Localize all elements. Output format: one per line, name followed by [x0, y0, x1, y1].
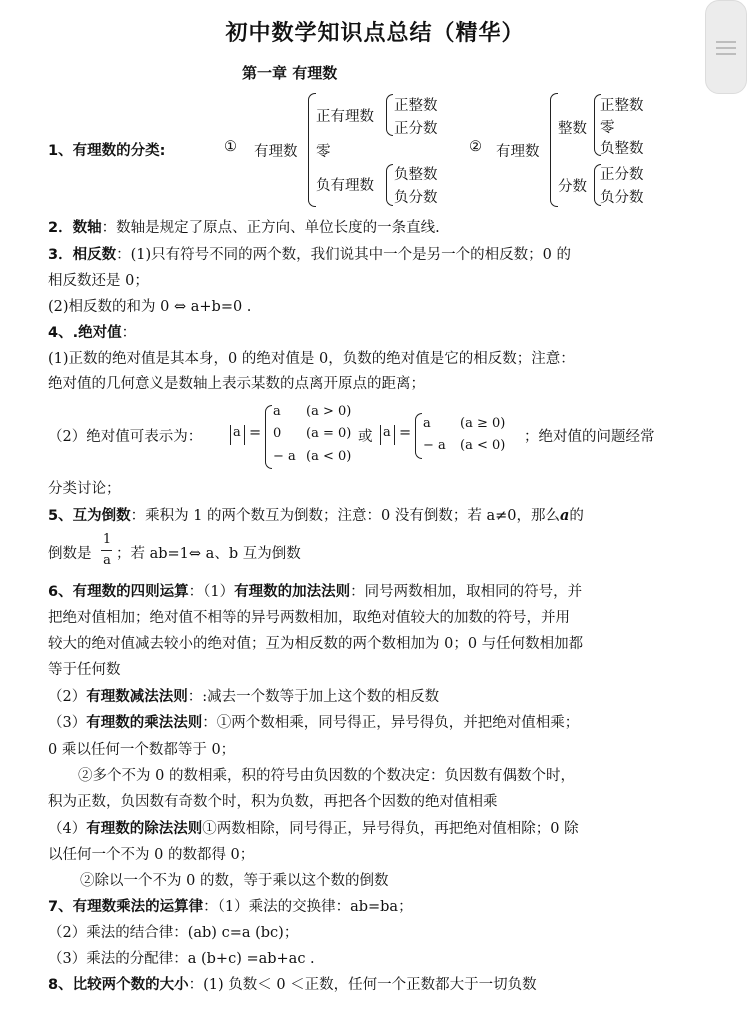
case-value: a	[273, 404, 281, 419]
section-7-text-1: ：（1）乘法的交换律：ab=ba；	[203, 899, 413, 915]
pos-frac-label-2: 正分数	[600, 167, 644, 183]
multiplication-rule	[48, 713, 688, 733]
rule-number: （2）	[48, 689, 87, 705]
neg-int-label: 负整数	[394, 167, 438, 183]
neg-rational-label: 负有理数	[316, 178, 374, 194]
neg-frac-label: 负分数	[394, 190, 438, 206]
brace	[265, 405, 272, 469]
section-7	[48, 897, 688, 917]
neg-int-label-2: 负整数	[600, 141, 644, 157]
pos-rational-label: 正有理数	[316, 109, 374, 125]
subtraction-rule	[48, 687, 688, 707]
rational-label: 有理数	[254, 144, 298, 160]
chapter-heading: 第一章 有理数	[242, 64, 338, 82]
section-6-line: 等于任何数	[48, 662, 121, 678]
equals-sign: =	[399, 425, 412, 441]
section-2-text: ：数轴是规定了原点、正方向、单位长度的一条直线.	[101, 220, 440, 236]
section-5-label: 5、互为倒数	[48, 508, 131, 524]
case-condition: (a > 0)	[306, 404, 352, 419]
rule-number: （4）	[48, 821, 87, 837]
section-4-label: 4、.绝对值	[48, 325, 122, 341]
brace	[415, 413, 422, 459]
section-4-line-3: 分类讨论；	[48, 481, 121, 497]
case-value: − a	[423, 438, 446, 453]
multiplication-rule-text: ：①两个数相乘，同号得正，异号得负，并把绝对值相乘；	[202, 715, 580, 731]
section-4	[48, 323, 688, 343]
grip-line	[716, 47, 736, 49]
section-6-line: ②除以一个不为 0 的数，等于乘以这个数的倒数	[80, 873, 389, 889]
fraction-denominator: a	[103, 553, 111, 568]
multiplication-rule-label: 有理数的乘法法则	[86, 715, 203, 731]
formula-prefix: （2）绝对值可表示为：	[48, 429, 203, 445]
neg-frac-label-2: 负分数	[600, 190, 644, 206]
section-3	[48, 245, 688, 265]
pos-frac-label: 正分数	[394, 121, 438, 137]
abs-var: a	[383, 425, 391, 440]
formula-suffix: ；绝对值的问题经常	[524, 429, 655, 445]
section-4-line-1: (1)正数的绝对值是其本身，0 的绝对值是 0，负数的绝对值是它的相反数；注意：	[48, 351, 575, 367]
section-6-line: ②多个不为 0 的数相乘，积的符号由负因数的个数决定：负因数有偶数个时，	[78, 768, 575, 784]
addition-rule-label: 有理数的加法法则	[234, 584, 351, 600]
case-value: a	[423, 416, 431, 431]
section-3-text-1: ：(1)只有符号不同的两个数，我们说其中一个是另一个的相反数；0 的	[116, 247, 571, 263]
case-condition: (a ≥ 0)	[460, 416, 506, 431]
section-5-text-1: ：乘积为 1 的两个数互为倒数；注意：0 没有倒数；若 a≠0，那么	[130, 508, 560, 524]
reciprocal-rest: ；若 ab=1⇔ a、b 互为倒数	[116, 546, 301, 562]
zero-label-2: 零	[600, 120, 615, 136]
integer-label: 整数	[558, 121, 587, 137]
section-2-label: 2．数轴	[48, 220, 102, 236]
section-4-line-2: 绝对值的几何意义是数轴上表示某数的点离开原点的距离；	[48, 376, 425, 392]
section-6-line: 积为正数，负因数有奇数个时，积为负数，再把各个因数的绝对值相乘	[48, 794, 498, 810]
brace	[386, 94, 393, 136]
subtraction-rule-text: ：:减去一个数等于加上这个数的相反数	[187, 689, 440, 705]
fraction-label: 分数	[558, 179, 587, 195]
zero-label: 零	[316, 144, 331, 160]
section-5	[48, 506, 688, 526]
case-condition: (a < 0)	[306, 449, 352, 464]
section-6-p1c: ：同号两数相加，取相同的符号，并	[350, 584, 583, 600]
italic-a: a	[560, 507, 570, 524]
grip-line	[716, 53, 736, 55]
section-5-text-1b: 的	[569, 508, 584, 524]
section-8	[48, 975, 688, 995]
division-rule-text: ①两数相除，同号得正，异号得负，再把绝对值相除；0 除	[202, 821, 579, 837]
brace	[308, 93, 316, 207]
circled-two: ②	[469, 139, 482, 155]
section-7-line: （2）乘法的结合律：(ab) c=a (bc)；	[48, 925, 299, 941]
section-6-label: 6、有理数的四则运算	[48, 584, 189, 600]
section-6-p1a: ：（1）	[188, 584, 235, 600]
equals-sign: =	[249, 425, 262, 441]
section-4-colon: ：	[121, 325, 137, 341]
section-6-line: 0 乘以任何一个数都等于 0；	[48, 742, 236, 758]
rational-label-2: 有理数	[496, 144, 540, 160]
page-title: 初中数学知识点总结（精华）	[225, 21, 525, 46]
section-8-label: 8、比较两个数的大小	[48, 977, 189, 993]
section-8-text: ：(1) 负数＜ 0 ＜正数，任何一个正数都大于一切负数	[188, 977, 537, 993]
section-6-line: 较大的绝对值减去较小的绝对值；互为相反数的两个数相加为 0；0 与任何数相加都	[48, 636, 584, 652]
rule-number: （3）	[48, 715, 87, 731]
section-1-label: 1、有理数的分类:	[48, 143, 166, 159]
section-7-line: （3）乘法的分配律：a (b+c) =ab+ac .	[48, 951, 315, 967]
section-3-line-2: 相反数还是 0；	[48, 273, 149, 289]
abs-var: a	[233, 425, 241, 440]
section-3-label: 3．相反数	[48, 247, 117, 263]
section-6-line: 把绝对值相加；绝对值不相等的异号两数相加，取绝对值较大的加数的符号，并用	[48, 610, 570, 626]
scrollbar-thumb[interactable]	[705, 0, 747, 94]
case-value: 0	[273, 426, 282, 441]
division-rule-label: 有理数的除法法则	[86, 821, 203, 837]
or-word: 或	[358, 429, 373, 445]
case-condition: (a < 0)	[460, 438, 506, 453]
pos-int-label: 正整数	[394, 98, 438, 114]
circled-one: ①	[224, 139, 237, 155]
section-2	[48, 218, 688, 238]
fraction-numerator: 1	[102, 532, 112, 547]
case-value: − a	[273, 449, 296, 464]
brace	[386, 164, 393, 206]
section-3-line-3: (2)相反数的和为 0 ⇔ a+b=0 .	[48, 299, 252, 315]
section-7-label: 7、有理数乘法的运算律	[48, 899, 204, 915]
reciprocal-prefix: 倒数是	[48, 546, 92, 562]
section-6-line: 以任何一个不为 0 的数都得 0；	[48, 847, 255, 863]
pos-int-label-2: 正整数	[600, 98, 644, 114]
division-rule	[48, 819, 688, 839]
section-6	[48, 582, 688, 602]
subtraction-rule-label: 有理数减法法则	[86, 689, 188, 705]
fraction-bar	[101, 550, 112, 551]
brace	[550, 93, 558, 207]
case-condition: (a = 0)	[306, 426, 352, 441]
